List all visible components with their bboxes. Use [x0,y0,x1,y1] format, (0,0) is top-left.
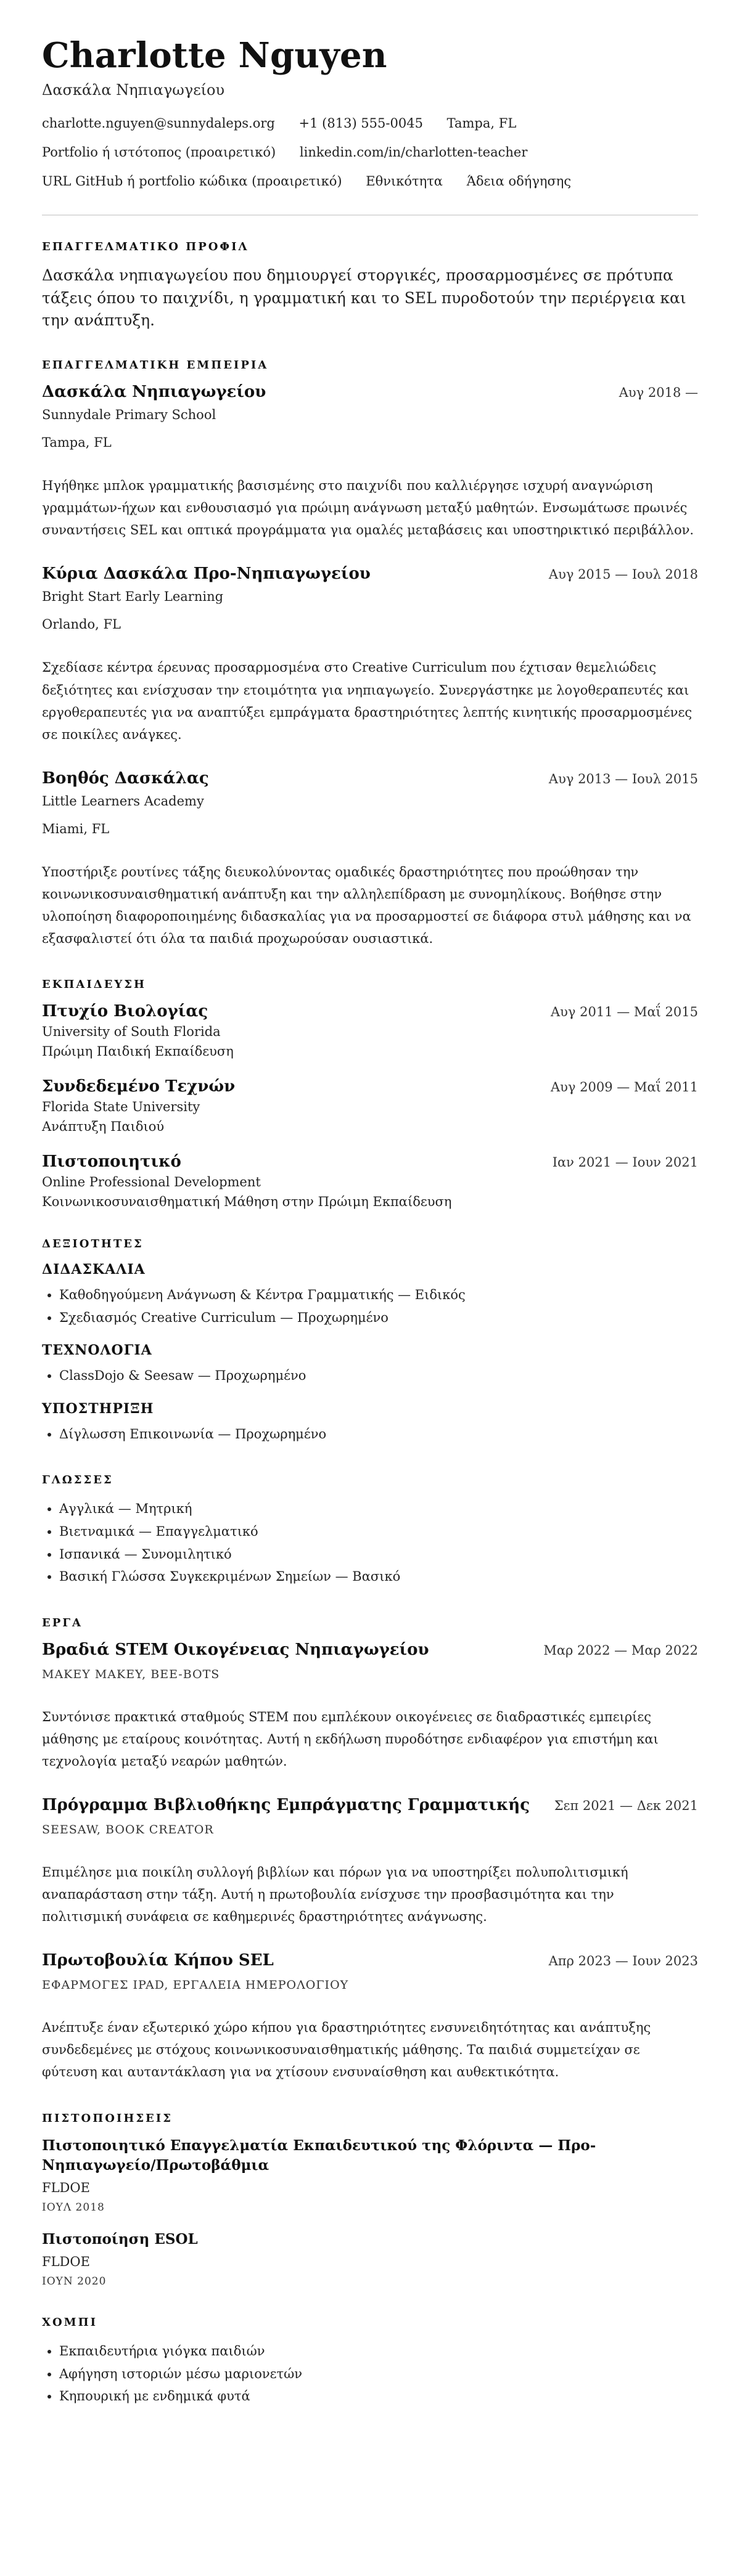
education-entry [42,1077,698,1134]
degree-title: Πιστοποιητικό [42,1152,181,1172]
employer-name: Bright Start Early Learning [42,589,224,605]
project-entry [42,1951,698,2083]
certification-entry [42,2230,698,2288]
hobby-item: • Εκπαιδευτήρια γιόγκα παιδιών [59,2340,698,2363]
employer-name: Little Learners Academy [42,793,204,809]
candidate-name: Charlotte Nguyen [42,35,387,76]
certification-issuer: FLDOE [42,2180,90,2195]
project-title: Πρόγραμμα Βιβλιοθήκης Εμπράγματης Γραμματικής [42,1795,530,1814]
study-field: Κοινωνικοσυναισθηματική Μάθηση στην Πρώιμη Εκπαίδευση [42,1194,452,1210]
email-link[interactable]: charlotte.nguyen@sunnydaleps.org [42,116,275,131]
certification-issuer: FLDOE [42,2254,90,2270]
project-title: Πρωτοβουλία Κήπου SEL [42,1951,274,1970]
degree-title: Συνδεδεμένο Τεχνών [42,1077,236,1096]
experience-entry [42,769,698,950]
certifications-section [42,2112,698,2288]
skill-item: • ClassDojo & Seesaw — Προχωρημένο [59,1364,698,1387]
experience-section-title: ΕΠΑΓΓΕΛΜΑΤΙΚΗ ΕΜΠΕΙΡΙΑ [42,359,269,372]
language-item: • Βιετναμικά — Επαγγελματικό [59,1520,698,1543]
job-location: Orlando, FL [42,617,121,632]
certification-date: ΙΟΥΝ 2020 [42,2275,107,2288]
hobby-item: • Κηπουρική με ενδημικά φυτά [59,2385,698,2408]
experience-entry [42,565,698,745]
job-location: Miami, FL [42,821,110,836]
project-description: Επιμέλησε μια ποικίλη συλλογή βιβλίων και πόρων για να υποστηρίξει πολυπολιτισμική αναπαράσταση στην τάξη. Αυτή η πρωτοβουλία ενίσχυσε την προσβασιμότητα και την πολιτισμική συνάφεια σε καθημερινές δραστηριότητες ανάγνωσης. [42,1864,628,1925]
github-link[interactable]: URL GitHub ή portfolio κώδικα (προαιρετικό) [42,174,342,189]
study-field: Πρώιμη Παιδική Εκπαίδευση [42,1044,234,1059]
language-list [42,1498,698,1588]
skill-list [42,1423,698,1446]
projects-section [42,1616,698,2084]
nationality-text: Εθνικότητα [366,174,443,189]
language-item: • Βασική Γλώσσα Συγκεκριμένων Σημείων — Βασικό [59,1565,698,1588]
education-section-title: ΕΚΠΑΙΔΕΥΣΗ [42,978,147,992]
projects-section-title: ΕΡΓΑ [42,1616,83,1629]
certification-title: Πιστοποίηση ESOL [42,2230,198,2248]
job-title: Βοηθός Δασκάλας [42,768,209,788]
project-tech: SEESAW, BOOK CREATOR [42,1822,214,1836]
project-tech: ΕΦΑΡΜΟΓΕΣ IPAD, ΕΡΓΑΛΕΙΑ ΗΜΕΡΟΛΟΓΙΟΥ [42,1978,349,1992]
job-title: Κύρια Δασκάλα Προ-Νηπιαγωγείου [42,565,371,584]
project-dates: Μαρ 2022 — Μαρ 2022 [543,1642,698,1658]
skill-category: ΤΕΧΝΟΛΟΓΙΑ [42,1342,152,1359]
project-entry [42,1641,698,1772]
job-dates: Αυγ 2018 — [619,385,698,401]
certification-title: Πιστοποιητικό Επαγγελματία Εκπαιδευτικού της Φλόριντα — Προ-Νηπιαγωγείο/Πρωτοβάθμια [42,2137,596,2174]
project-title: Βραδιά STEM Οικογένειας Νηπιαγωγείου [42,1640,429,1659]
profile-summary: Δασκάλα νηπιαγωγείου που δημιουργεί στοργικές, προσαρμοσμένες σε πρότυπα τάξεις όπου το παιχνίδι, η γραμματική και το SEL πυροδοτούν την περιέργεια και την ανάπτυξη. [42,266,686,329]
skill-list [42,1284,698,1329]
project-description: Ανέπτυξε έναν εξωτερικό χώρο κήπου για δραστηριότητες ενσυνειδητότητας και ανάπτυξης συνδεδεμένες με στόχους κοινωνικοσυναισθηματικής μάθησης. Τα παιδιά συμμετείχαν σε φύτευση και αυταντάκλαση για να χτίσουν ενσυναίσθηση και αυθεκτικότητα. [42,2020,651,2080]
school-name: Online Professional Development [42,1175,261,1190]
skills-section [42,1237,698,1445]
skill-category: ΔΙΔΑΣΚΑΛΙΑ [42,1262,146,1278]
skill-item: • Καθοδηγούμενη Ανάγνωση & Κέντρα Γραμματικής — Ειδικός [59,1284,698,1306]
project-entry [42,1796,698,1928]
job-description: Ηγήθηκε μπλοκ γραμματικής βασισμένης στο παιχνίδι που καλλιέργησε ισχυρή αναγνώριση γραμμάτων-ήχων και ενθουσιασμό για πρώιμη ανάγνωση μεταξύ μαθητών. Ενσωμάτωσε πρωινές συναντήσεις SEL και οπτικά προγράμματα για ομαλές μεταβάσεις και υποστηρικτικό περιβάλλον. [42,478,694,538]
certifications-section-title: ΠΙΣΤΟΠΟΙΗΣΕΙΣ [42,2111,173,2125]
certification-date: ΙΟΥΛ 2018 [42,2201,105,2214]
certification-entry [42,2136,698,2214]
job-location: Tampa, FL [42,435,112,450]
school-name: Florida State University [42,1099,200,1115]
study-field: Ανάπτυξη Παιδιού [42,1119,165,1135]
project-dates: Σεπ 2021 — Δεκ 2021 [554,1798,698,1813]
linkedin-link[interactable]: linkedin.com/in/charlotten-teacher [299,145,528,160]
education-entry [42,1152,698,1209]
contact-row [42,145,698,160]
contact-row [42,116,698,131]
skill-category: ΥΠΟΣΤΗΡΙΞΗ [42,1400,154,1417]
education-entry [42,1002,698,1059]
job-dates: Αυγ 2015 — Ιουλ 2018 [548,567,698,582]
language-item: • Ισπανικά — Συνομιλητικό [59,1543,698,1566]
header-divider [42,214,698,216]
hobby-list [42,2340,698,2408]
degree-dates: Ιαν 2021 — Ιουν 2021 [552,1155,698,1170]
portfolio-link[interactable]: Portfolio ή ιστότοπος (προαιρετικό) [42,145,276,160]
employer-name: Sunnydale Primary School [42,407,216,423]
project-tech: MAKEY MAKEY, BEE-BOTS [42,1667,220,1681]
contact-row [42,174,698,189]
job-dates: Αυγ 2013 — Ιουλ 2015 [548,771,698,786]
license-text: Άδεια οδήγησης [466,174,572,189]
hobby-item: • Αφήγηση ιστοριών μέσω μαριονετών [59,2363,698,2386]
language-item: • Αγγλικά — Μητρική [59,1498,698,1520]
project-description: Συντόνισε πρακτικά σταθμούς STEM που εμπλέκουν οικογένειες σε διαδραστικές εμπειρίες μάθησης με εταίρους κοινότητας. Αυτή η εκδήλωση πυροδότησε ενδιαφέρον για επιστήμη και τεχνολογία μεταξύ νεαρών μαθητών. [42,1709,659,1769]
skills-section-title: ΔΕΞΙΟΤΗΤΕΣ [42,1237,144,1251]
candidate-headline: Δασκάλα Νηπιαγωγείου [42,81,225,99]
skill-list [42,1364,698,1387]
job-description: Σχεδίασε κέντρα έρευνας προσαρμοσμένα στο Creative Curriculum που έχτισαν θεμελιώδεις δεξιότητες και ενίσχυσαν την ετοιμότητα για νηπιαγωγείο. Συνεργάστηκε με λογοθεραπευτές και εργοθεραπευτές για να αναπτύξει εμπράγματα δραστηριότητες λεπτής κινητικής προσαρμοσμένες σε ποικίλες ανάγκες. [42,660,693,742]
job-description: Υποστήριξε ρουτίνες τάξης διευκολύνοντας ομαδικές δραστηριότητες που προώθησαν την κοινωνικοσυναισθηματική ανάπτυξη και την αλληλεπίδραση με συνομηλίκους. Βοήθησε στην υλοποίηση διαφοροποιημένης διδασκαλίας για να προσαρμοστεί σε διάφορα στυλ μάθησης και να εξασφαλιστεί ότι όλα τα παιδιά προχωρούσαν ουσιαστικά. [42,864,691,947]
skill-item: • Σχεδιασμός Creative Curriculum — Προχωρημένο [59,1306,698,1329]
project-dates: Απρ 2023 — Ιουν 2023 [548,1954,698,1969]
degree-dates: Αυγ 2009 — Μαΐ 2011 [551,1080,698,1095]
profile-section-title: ΕΠΑΓΓΕΛΜΑΤΙΚΟ ΠΡΟΦΙΛ [42,240,249,254]
languages-section [42,1473,698,1588]
languages-section-title: ΓΛΩΣΣΕΣ [42,1473,113,1487]
location-text: Tampa, FL [446,116,517,131]
hobbies-section-title: ΧΟΜΠΙ [42,2316,97,2329]
skill-item: • Δίγλωσση Επικοινωνία — Προχωρημένο [59,1423,698,1446]
degree-title: Πτυχίο Βιολογίας [42,1002,208,1021]
hobbies-section [42,2316,698,2408]
school-name: University of South Florida [42,1024,221,1040]
job-title: Δασκάλα Νηπιαγωγείου [42,383,266,402]
phone-number[interactable]: +1 (813) 555-0045 [298,116,423,131]
degree-dates: Αυγ 2011 — Μαΐ 2015 [551,1005,698,1020]
experience-entry [42,383,698,541]
education-section [42,978,698,1209]
